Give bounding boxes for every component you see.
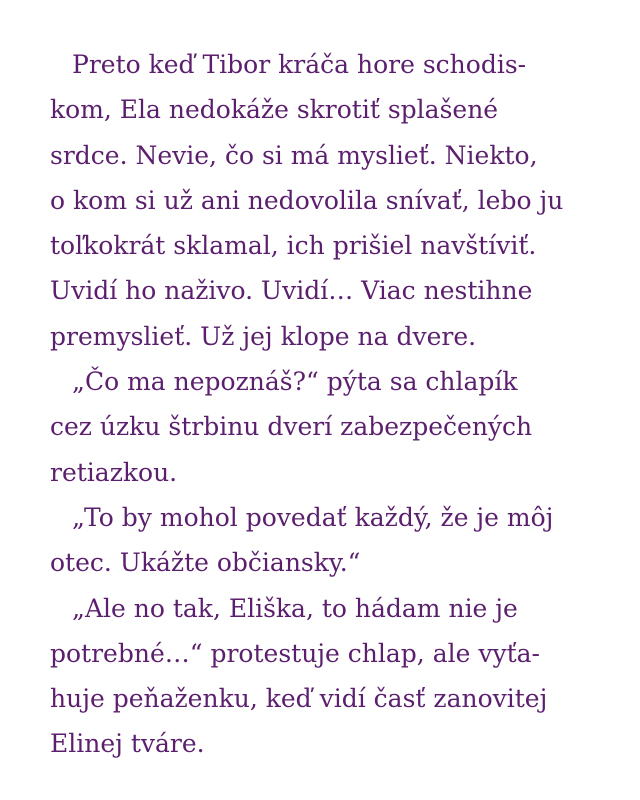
paragraph-line: Elinej tváre. [50, 729, 205, 759]
paragraph-line: potrebné…“ protestuje chlap, ale vyťa- [50, 638, 540, 668]
paragraph-line: otec. Ukážte občiansky.“ [50, 548, 361, 578]
paragraph-line: „Čo ma nepoznáš?“ pýta sa chlapík [72, 367, 518, 397]
paragraph-line: premyslieť. Už jej klope na dvere. [50, 321, 477, 351]
paragraph-line: cez úzku štrbinu dverí zabezpečených [50, 412, 533, 442]
paragraph-line: retiazkou. [50, 457, 178, 487]
paragraph-line: o kom si už ani nedovolila snívať, lebo ju [50, 185, 564, 215]
paragraph-line: kom, Ela nedokáže skrotiť splašené [50, 95, 499, 125]
paragraph-line: srdce. Nevie, čo si má myslieť. Niekto, [50, 140, 538, 170]
paragraph-line: Uvidí ho naživo. Uvidí… Viac nestihne [50, 276, 533, 306]
paragraph-line: Preto keď Tibor kráča hore schodis- [72, 50, 527, 79]
paragraph-line: huje peňaženku, keď vidí časť zanovitej [50, 684, 548, 714]
book-page-text [50, 42, 610, 767]
paragraph-line: „Ale no tak, Eliška, to hádam nie je [72, 593, 518, 623]
paragraph-line: toľkokrát sklamal, ich prišiel navštíviť. [50, 231, 537, 261]
paragraph-line: „To by mohol povedať každý, že je môj [72, 502, 554, 532]
